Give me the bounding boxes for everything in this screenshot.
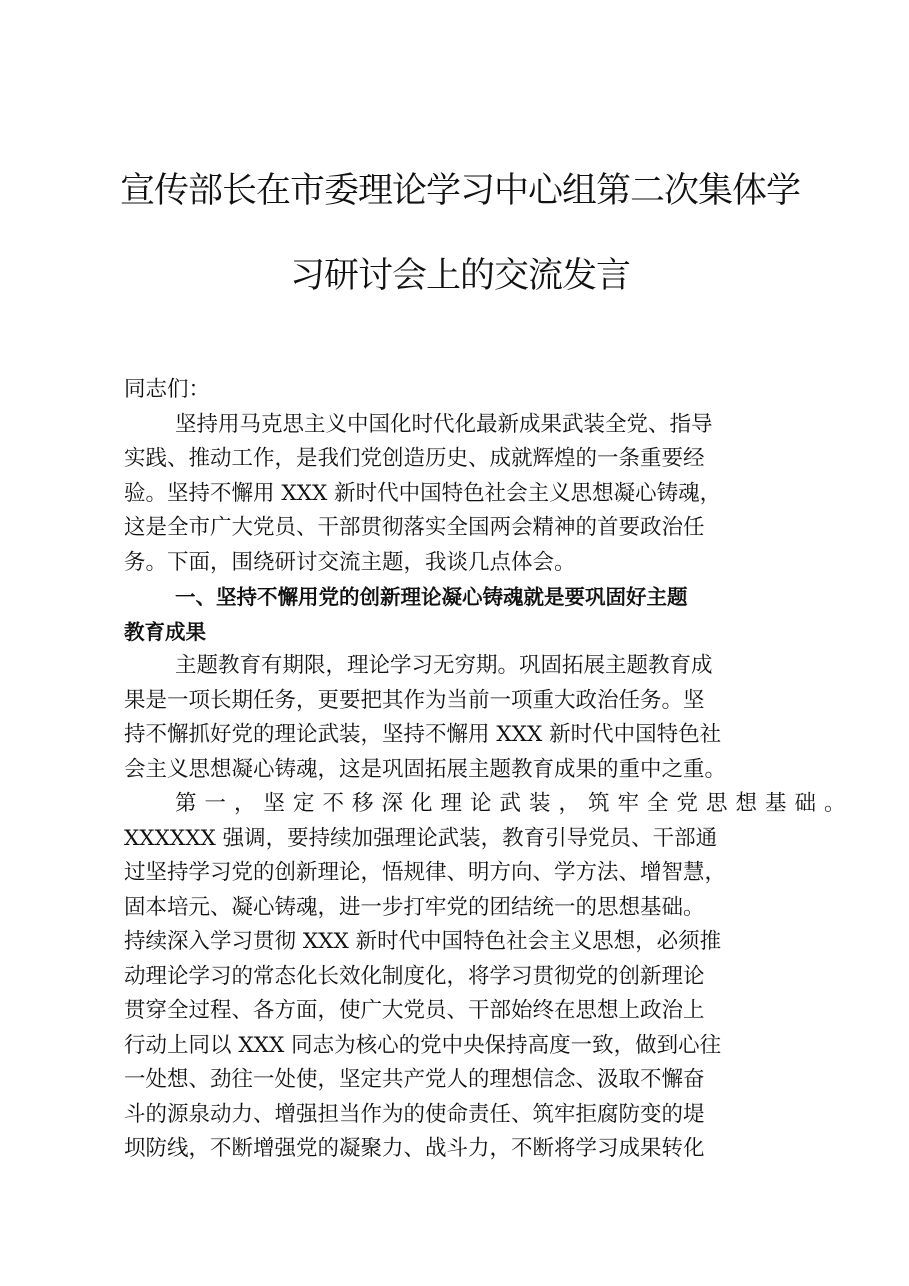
paragraph-line: 斗的源泉动力、增强担当作为的使命责任、筑牢拒腐防变的堤	[124, 1101, 705, 1127]
section-heading-line-1: 一、坚持不懈用党的创新理论凝心铸魂就是要巩固好主题	[175, 585, 688, 609]
paragraph-line: 贯穿全过程、各方面，使广大党员、干部始终在思想上政治上	[124, 998, 705, 1023]
paragraph-line: 坚持用马克思主义中国化时代化最新成果武装全党、指导	[175, 411, 713, 437]
paragraph-line: 第一，坚定不移深化理论武装，筑牢全党思想基础。	[175, 791, 854, 816]
paragraph-line: 这是全市广大党员、干部贯彻落实全国两会精神的首要政治任	[124, 515, 705, 540]
paragraph-line: 主题教育有期限，理论学习无穷期。巩固拓展主题教育成	[175, 653, 713, 678]
paragraph-line: 持不懈抓好党的理论武装，坚持不懈用 XXX 新时代中国特色社	[124, 722, 722, 747]
paragraph-line: 务。下面，围绕研讨交流主题，我谈几点体会。	[124, 549, 576, 575]
paragraph-line: 坝防线，不断增强党的凝聚力、战斗力，不断将学习成果转化	[124, 1136, 705, 1161]
paragraph-line: 固本培元、凝心铸魂，进一步打牢党的团结统一的思想基础。	[124, 894, 705, 920]
paragraph-line: 行动上同以 XXX 同志为核心的党中央保持高度一致，做到心往	[124, 1032, 722, 1058]
salutation: 同志们：	[124, 377, 211, 402]
document-title-line-1: 宣传部长在市委理论学习中心组第二次集体学	[119, 171, 800, 211]
paragraph-line: XXXXXX 强调，要持续加强理论武装，教育引导党员、干部通	[124, 825, 718, 851]
paragraph-line: 会主义思想凝心铸魂，这是巩固拓展主题教育成果的重中之重。	[124, 756, 727, 782]
paragraph-line: 动理论学习的常态化长效化制度化，将学习贯彻党的创新理论	[124, 963, 705, 989]
section-heading-line-2: 教育成果	[124, 619, 206, 644]
paragraph-line: 验。坚持不懈用 XXX 新时代中国特色社会主义思想凝心铸魂，	[124, 480, 722, 506]
paragraph-line: 果是一项长期任务，更要把其作为当前一项重大政治任务。坚	[124, 687, 705, 713]
document-title-line-2: 习研讨会上的交流发言	[289, 256, 630, 296]
paragraph-line: 持续深入学习贯彻 XXX 新时代中国特色社会主义思想，必须推	[124, 929, 722, 954]
document-body	[124, 373, 854, 1167]
paragraph-line: 过坚持学习党的创新理论，悟规律、明方向、学方法、增智慧，	[124, 860, 727, 885]
paragraph-line: 实践、推动工作，是我们党创造历史、成就辉煌的一条重要经	[124, 446, 705, 471]
paragraph-line: 一处想、劲往一处使，坚定共产党人的理想信念、汲取不懈奋	[124, 1067, 705, 1092]
